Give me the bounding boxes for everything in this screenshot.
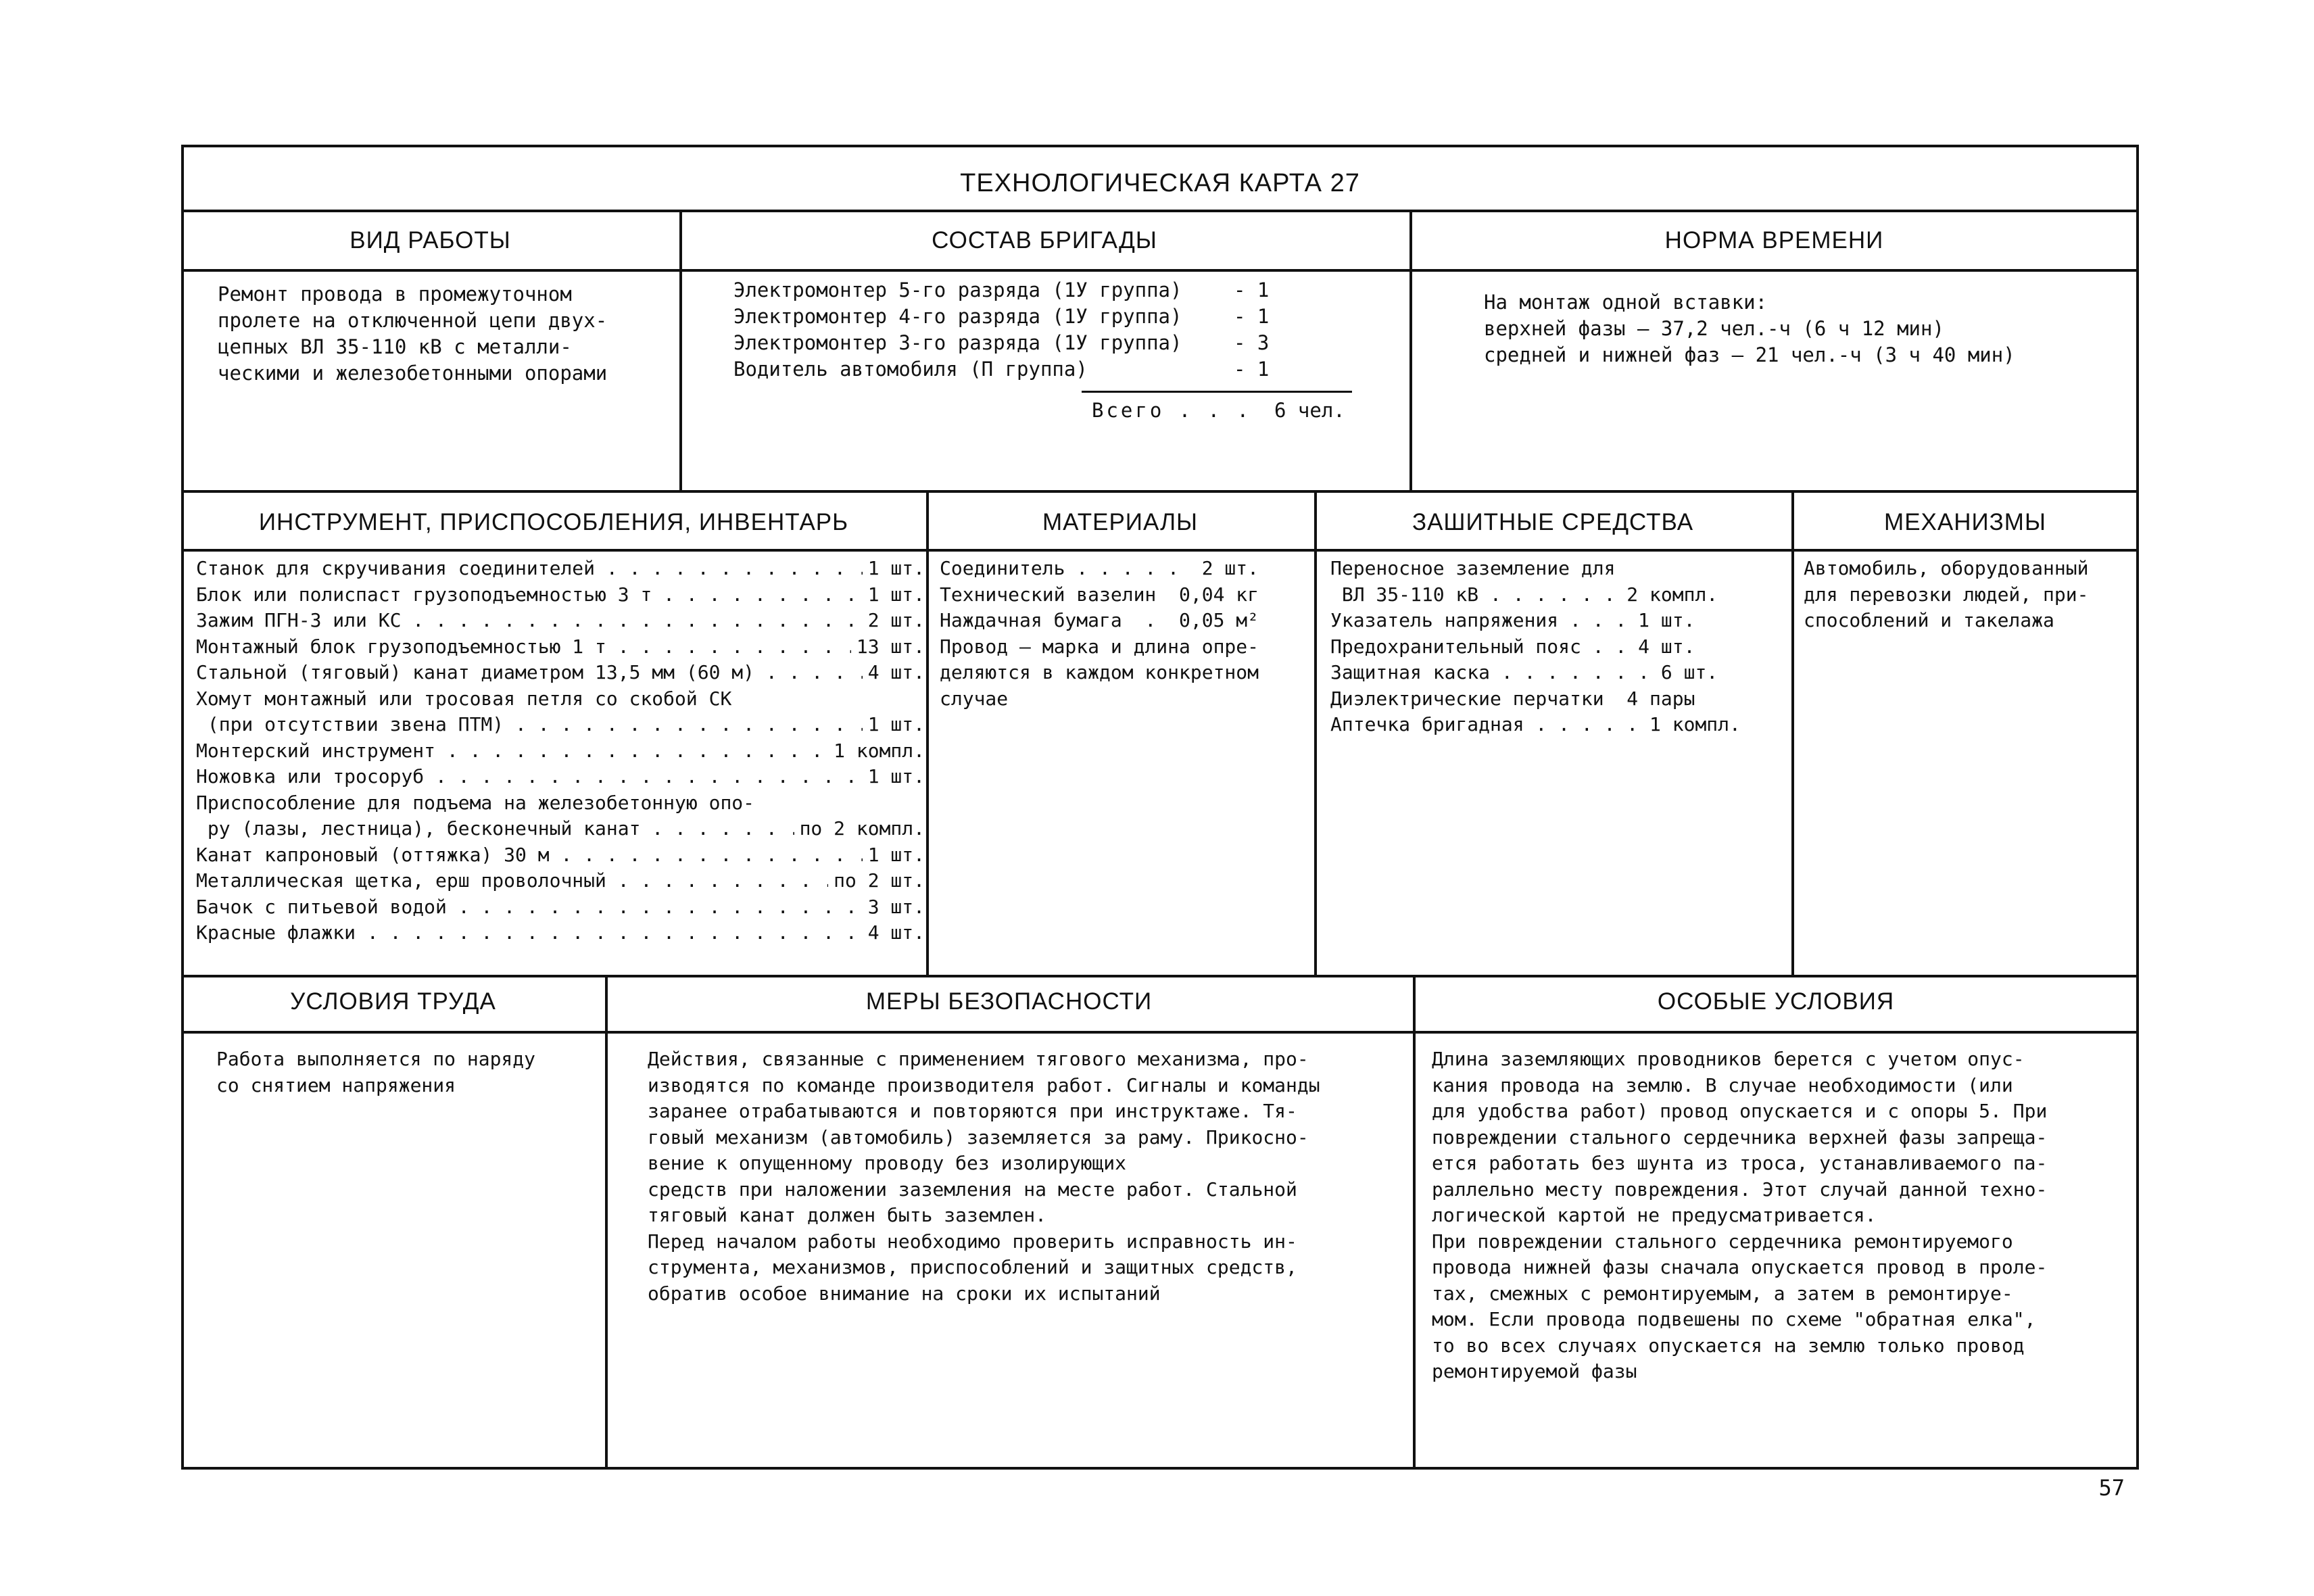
safety-header: МЕРЫ БЕЗОПАСНОСТИ — [865, 988, 1153, 1015]
text-line: ется работать без шунта из троса, устанавливаемого па- — [1432, 1152, 2048, 1174]
conditions-header: УСЛОВИЯ ТРУДА — [290, 988, 496, 1015]
text-line: то во всех случаях опускается на землю только провод — [1432, 1334, 2025, 1357]
tool-row: Красные флажки . . . 4 шт. — [196, 920, 925, 946]
text-line: Действия, связанные с применением тягового механизма, про- — [648, 1048, 1309, 1070]
text-line: говый механизм (автомобиль) заземляется за раму. Прикосно- — [648, 1126, 1309, 1148]
text-line: Работа выполняется по наряду — [216, 1048, 536, 1070]
work-type-text — [218, 281, 607, 387]
material-line: случае — [940, 687, 1009, 710]
protection-line: Диэлектрические перчатки 4 пары — [1330, 687, 1695, 710]
text-line: логической картой не предусматривается. — [1432, 1204, 1877, 1226]
mechanisms-text — [1804, 556, 2088, 634]
tool-row: (при отсутствии звена ПТМ) . . . 1 шт. — [196, 712, 925, 738]
text-line: ремонтируемой фазы — [1432, 1360, 1637, 1382]
text-line: Ремонт провода в промежуточном — [218, 283, 572, 306]
text-line: ческими и железобетонными опорами — [218, 362, 608, 385]
tool-row: ру (лазы, лестница), бесконечный канат . . . по 2 компл. — [196, 816, 925, 842]
text-line: изводятся по команде производителя работ. Сигналы и команды — [648, 1073, 1320, 1096]
text-line: раллельно месту повреждения. Этот случай данной техно- — [1432, 1178, 2048, 1201]
tool-row: Зажим ПГН-3 или КС . . . 2 шт. — [196, 608, 925, 634]
text-line: провода нижней фазы сначала опускается провод в проле- — [1432, 1256, 2048, 1278]
tool-row: Канат капроновый (оттяжка) 30 м . . . 1 шт. — [196, 842, 925, 869]
divider — [181, 269, 2139, 272]
material-line: Провод — марка и длина опре- — [940, 635, 1259, 658]
crew-row: Водитель автомобиля (П группа) - 1 — [733, 358, 1270, 381]
materials-list — [940, 556, 1259, 712]
tool-row: Монтажный блок грузоподъемностью 1 т . . . 13 шт. — [196, 634, 925, 660]
text-line: Автомобиль, оборудованный — [1804, 557, 2089, 579]
tool-row: Стальной (тяговый) канат диаметром 13,5 мм (60 м) . . . 4 шт. — [196, 660, 925, 686]
material-line: Технический вазелин 0,04 кг — [940, 583, 1259, 606]
tool-row: Хомут монтажный или тросовая петля со скобой СК — [196, 687, 732, 710]
mechanisms-header: МЕХАНИЗМЫ — [1884, 509, 2046, 535]
protection-line: Аптечка бригадная . . . . . 1 компл. — [1330, 713, 1741, 735]
work-type-header: ВИД РАБОТЫ — [349, 227, 511, 253]
text-line: мом. Если провода подвешены по схеме "обратная елка", — [1432, 1308, 2036, 1330]
crew-total-label: Всего . . . — [1092, 399, 1252, 422]
protection-line: Переносное заземление для — [1330, 557, 1616, 579]
text-line: способлений и такелажа — [1804, 609, 2054, 631]
crew-row: Электромонтер 4-го разряда (1У группа) - 1 — [733, 305, 1270, 328]
divider — [181, 210, 2139, 212]
protection-line: Защитная каска . . . . . . . 6 шт. — [1330, 661, 1718, 683]
text-line: цепных ВЛ 35-110 кВ с металли- — [218, 335, 572, 358]
tools-list — [196, 556, 925, 946]
protection-line: ВЛ 35-110 кВ . . . . . . 2 компл. — [1330, 583, 1718, 606]
protection-header: ЗАШИТНЫЕ СРЕДСТВА — [1412, 509, 1694, 535]
divider — [926, 490, 929, 975]
crew-row: Электромонтер 3-го разряда (1У группа) - 3 — [733, 331, 1270, 354]
text-line: для перевозки людей, при- — [1804, 583, 2089, 606]
crew-total-value: 6 чел. — [1274, 399, 1345, 422]
text-line: Перед началом работы необходимо проверить исправность ин- — [648, 1230, 1297, 1253]
divider — [605, 975, 608, 1470]
divider — [1791, 490, 1794, 975]
text-line: кания провода на землю. В случае необходимости (или — [1432, 1073, 2013, 1096]
divider — [181, 975, 2139, 977]
protection-line: Указатель напряжения . . . 1 шт. — [1330, 609, 1695, 631]
crew-row: Электромонтер 5-го разряда (1У группа) - 1 — [733, 279, 1270, 301]
text-line: средств при наложении заземления на месте работ. Стальной — [648, 1178, 1297, 1201]
text-line: тяговый канат должен быть заземлен. — [648, 1204, 1047, 1226]
divider — [1413, 975, 1416, 1470]
safety-text — [648, 1046, 1320, 1307]
text-line: пролете на отключенной цепи двух- — [218, 309, 608, 332]
total-rule — [1082, 391, 1352, 393]
tool-row: Приспособление для подъема на железобетонную опо- — [196, 791, 755, 814]
special-header: ОСОБЫЕ УСЛОВИЯ — [1657, 988, 1895, 1015]
material-line: деляются в каждом конкретном — [940, 661, 1259, 683]
text-line: струмента, механизмов, приспособлений и защитных средств, — [648, 1256, 1297, 1278]
text-line: со снятием напряжения — [216, 1073, 456, 1096]
text-line: повреждении стального сердечника верхней фазы запреща- — [1432, 1126, 2048, 1148]
time-norm-header: НОРМА ВРЕМЕНИ — [1664, 227, 1884, 253]
text-line: Длина заземляющих проводников берется с учетом опус- — [1432, 1048, 2025, 1070]
crew-header: СОСТАВ БРИГАДЫ — [932, 227, 1157, 253]
divider — [181, 1031, 2139, 1034]
divider — [1314, 490, 1317, 975]
text-line: обратив особое внимание на сроки их испытаний — [648, 1282, 1161, 1305]
text-line: для удобства работ) провод опускается и с опоры 5. При — [1432, 1100, 2048, 1122]
page-number: 57 — [2098, 1475, 2125, 1501]
page-title: ТЕХНОЛОГИЧЕСКАЯ КАРТА 27 — [960, 169, 1360, 197]
time-norm-text — [1484, 289, 2015, 368]
tool-row: Бачок с питьевой водой . . . 3 шт. — [196, 894, 925, 921]
tool-row: Станок для скручивания соединителей . . . 1 шт. — [196, 556, 925, 582]
text-line: заранее отрабатываются и повторяются при инструктаже. Тя- — [648, 1100, 1297, 1122]
protection-list — [1330, 556, 1741, 738]
text-line: вение к опущенному проводу без изолирующих — [648, 1152, 1127, 1174]
tools-header: ИНСТРУМЕНТ, ПРИСПОСОБЛЕНИЯ, ИНВЕНТАРЬ — [258, 509, 849, 535]
material-line: Соединитель . . . . . 2 шт. — [940, 557, 1259, 579]
divider — [181, 549, 2139, 552]
tool-row: Монтерский инструмент . . . 1 компл. — [196, 738, 925, 765]
tool-row: Ножовка или тросоруб . . . 1 шт. — [196, 764, 925, 790]
text-line: средней и нижней фаз — 21 чел.-ч (3 ч 40 мин) — [1484, 343, 2015, 366]
text-line: При повреждении стального сердечника ремонтируемого — [1432, 1230, 2013, 1253]
special-text — [1432, 1046, 2047, 1385]
crew-list — [733, 277, 1295, 383]
materials-header: МАТЕРИАЛЫ — [1042, 509, 1199, 535]
tool-row: Металлическая щетка, ерш проволочный . . . по 2 шт. — [196, 868, 925, 894]
conditions-text — [216, 1046, 535, 1098]
text-line: верхней фазы — 37,2 чел.-ч (6 ч 12 мин) — [1484, 317, 1944, 340]
text-line: На монтаж одной вставки: — [1484, 291, 1768, 314]
text-line: тах, смежных с ремонтируемым, а затем в ремонтируе- — [1432, 1282, 2013, 1305]
divider — [181, 490, 2139, 493]
material-line: Наждачная бумага . 0,05 м² — [940, 609, 1259, 631]
protection-line: Предохранительный пояс . . 4 шт. — [1330, 635, 1695, 658]
tool-row: Блок или полиспаст грузоподъемностью 3 т . . . 1 шт. — [196, 582, 925, 608]
